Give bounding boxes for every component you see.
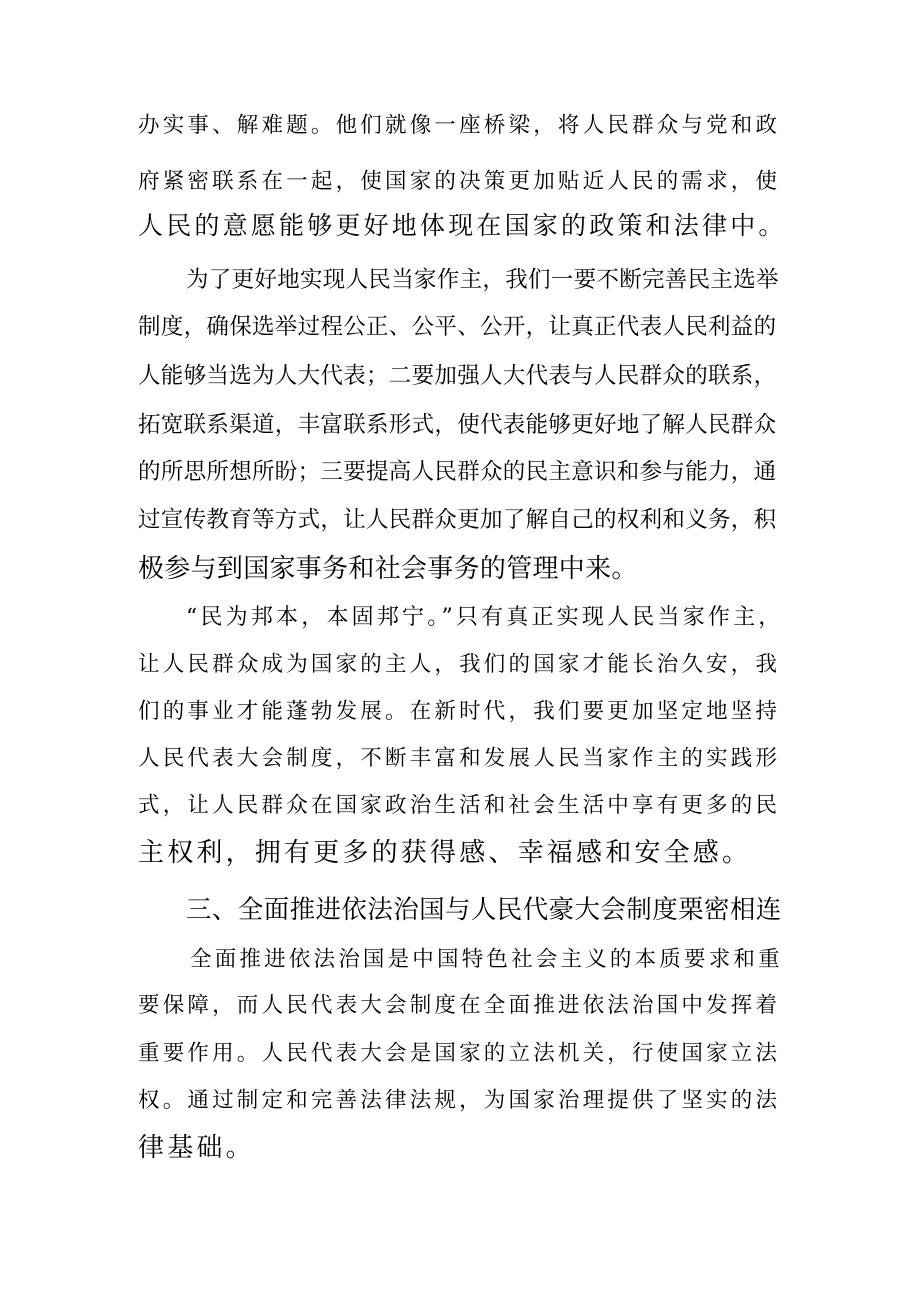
paragraph-2-line-5: 的所思所想所盼；三要提高人民群众的民主意识和参与能力，通 (138, 459, 777, 485)
paragraph-3-line-4: 人民代表大会制度，不断丰富和发展人民当家作主的实践形 (138, 746, 781, 771)
paragraph-2-line-6: 过宣传教育等方式，让人民群众更加了解自己的权利和义务，积 (138, 507, 777, 533)
paragraph-4-line-2: 要保障，而人民代表大会制度在全面推进依法治国中发挥着 (138, 993, 781, 1018)
section-heading: 三、全面推进依法治国与人民代豪大会制度栗密相连 (186, 895, 782, 925)
paragraph-1-line-3: 人民的意愿能够更好地体现在国家的政策和法律中。 (138, 211, 787, 240)
paragraph-4-line-1: 全面推进依法治国是中国特色社会主义的本质要求和重 (190, 947, 783, 972)
paragraph-3-line-2: 让人民群众成为国家的主人，我们的国家才能长治久安，我 (138, 652, 781, 677)
paragraph-1-line-1: 办实事、解难题。他们就像一座桥梁，将人民群众与党和政 (138, 113, 781, 138)
paragraph-4-line-3: 重要作用。人民代表大会是国家的立法机关，行使国家立法 (138, 1041, 781, 1066)
paragraph-3-line-3: 们的事业才能蓬勃发展。在新时代，我们要更加坚定地坚持 (138, 699, 781, 724)
paragraph-4-line-4: 权。通过制定和完善法律法规，为国家治理提供了坚实的法 (138, 1088, 781, 1113)
paragraph-2-line-3: 人能够当选为人大代表；二要加强人大代表与人民群众的联系， (138, 363, 777, 389)
paragraph-2-line-1: 为了更好地实现人民当家作主，我们一要不断完善民主选举 (186, 267, 779, 293)
paragraph-3-line-6: 主权利，拥有更多的获得感、幸福感和安全感。 (138, 838, 752, 868)
paragraph-2-line-2: 制度，确保选举过程公正、公平、公开，让真正代表人民利益的 (138, 314, 777, 340)
paragraph-2-line-7: 极参与到国家事务和社会事务的管理中来。 (138, 554, 638, 584)
paragraph-3-line-5: 式，让人民群众在国家政治生活和社会生活中享有更多的民 (138, 793, 781, 818)
paragraph-2-line-4: 拓宽联系渠道，丰富联系形式，使代表能够更好地了解人民群众 (138, 412, 777, 438)
paragraph-4-line-5: 律基础。 (138, 1133, 255, 1163)
paragraph-3-line-1: “民为邦本，本固邦宁。”只有真正实现人民当家作主， (186, 605, 784, 630)
paragraph-1-line-2: 府紧密联系在一起，使国家的决策更加贴近人民的需求，使 (138, 169, 781, 194)
